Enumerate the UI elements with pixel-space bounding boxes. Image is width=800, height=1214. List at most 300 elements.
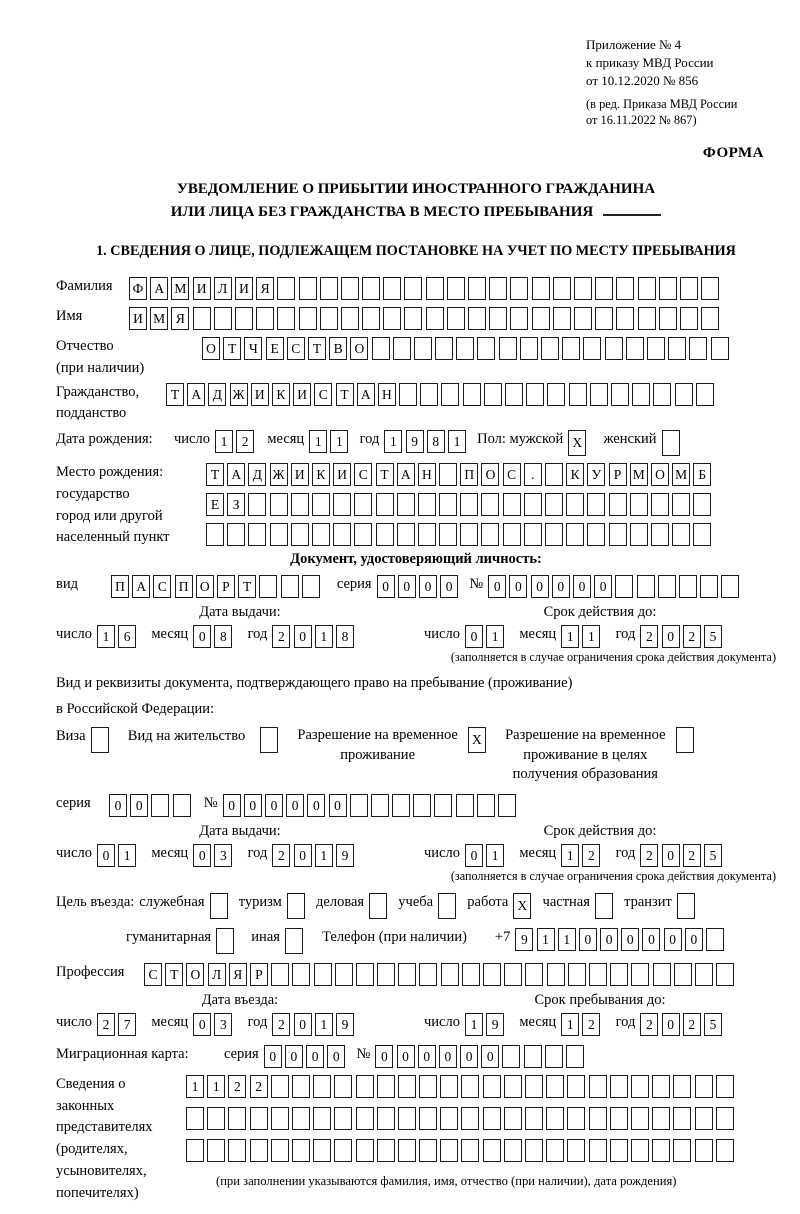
profession-cell[interactable]: С (144, 963, 162, 986)
birthplace-cell[interactable]: С (354, 463, 372, 486)
permit-series-cell[interactable] (151, 794, 169, 817)
surname-cell[interactable]: Ф (129, 277, 147, 300)
permit-issue-month-cell[interactable]: 3 (214, 844, 232, 867)
doc-type-cell[interactable] (259, 575, 277, 598)
doc-number-cell[interactable] (721, 575, 739, 598)
birthplace-cell[interactable] (333, 493, 351, 516)
residence-permit-checkbox[interactable] (260, 727, 278, 753)
birthplace-cell[interactable] (566, 523, 584, 546)
permit-issue-year-cell[interactable]: 0 (294, 844, 312, 867)
birthplace-cell[interactable] (503, 493, 521, 516)
citizenship-cell[interactable] (653, 383, 671, 406)
given-name-cell[interactable] (299, 307, 317, 330)
given-name-cell[interactable] (574, 307, 592, 330)
given-name-cell[interactable] (404, 307, 422, 330)
given-name-cell[interactable] (638, 307, 656, 330)
patronymic-cell[interactable]: С (287, 337, 305, 360)
entry-year-cell[interactable]: 9 (336, 1013, 354, 1036)
representatives-cell[interactable] (250, 1107, 268, 1130)
representatives-cell[interactable] (334, 1139, 352, 1162)
phone-cell[interactable]: 0 (664, 928, 682, 951)
representatives-cell[interactable] (356, 1107, 374, 1130)
phone-cell[interactable]: 0 (685, 928, 703, 951)
given-name-cell[interactable] (256, 307, 274, 330)
migration-number-cell[interactable]: 0 (460, 1045, 478, 1068)
permit-number-cell[interactable]: 0 (286, 794, 304, 817)
doc-exp-month-cell[interactable]: 1 (561, 625, 579, 648)
representatives-cell[interactable] (271, 1139, 289, 1162)
doc-exp-year-cell[interactable]: 2 (683, 625, 701, 648)
surname-cell[interactable] (362, 277, 380, 300)
birthplace-cell[interactable] (460, 493, 478, 516)
permit-exp-year-cell[interactable]: 0 (662, 844, 680, 867)
representatives-cell[interactable] (652, 1139, 670, 1162)
surname-cell[interactable] (404, 277, 422, 300)
permit-series-cell[interactable] (173, 794, 191, 817)
surname-cell[interactable] (680, 277, 698, 300)
representatives-cell[interactable] (483, 1075, 501, 1098)
representatives-cell[interactable] (377, 1075, 395, 1098)
birthplace-cell[interactable] (397, 493, 415, 516)
permit-issue-day-cell[interactable]: 0 (97, 844, 115, 867)
stay-year-cell[interactable]: 2 (640, 1013, 658, 1036)
representatives-cell[interactable] (567, 1107, 585, 1130)
representatives-cell[interactable] (313, 1139, 331, 1162)
permit-number-cell[interactable]: 0 (307, 794, 325, 817)
purpose-private-checkbox[interactable] (595, 893, 613, 919)
representatives-cell[interactable] (652, 1075, 670, 1098)
doc-type-cell[interactable]: П (111, 575, 129, 598)
permit-number-cell[interactable] (456, 794, 474, 817)
birthplace-cell[interactable]: Ж (270, 463, 288, 486)
given-name-cell[interactable] (659, 307, 677, 330)
permit-number-cell[interactable]: 0 (244, 794, 262, 817)
representatives-cell[interactable] (631, 1107, 649, 1130)
birthplace-cell[interactable] (418, 523, 436, 546)
citizenship-cell[interactable]: К (272, 383, 290, 406)
permit-exp-month-cell[interactable]: 1 (561, 844, 579, 867)
permit-exp-day-cell[interactable]: 0 (465, 844, 483, 867)
temp-residence-checkbox[interactable]: X (468, 727, 486, 753)
permit-series-cell[interactable]: 0 (109, 794, 127, 817)
permit-number-cell[interactable]: 0 (223, 794, 241, 817)
stay-year-cell[interactable]: 5 (704, 1013, 722, 1036)
representatives-cell[interactable] (610, 1139, 628, 1162)
profession-cell[interactable]: Р (250, 963, 268, 986)
representatives-cell[interactable] (504, 1139, 522, 1162)
profession-cell[interactable] (695, 963, 713, 986)
patronymic-cell[interactable] (711, 337, 729, 360)
surname-cell[interactable]: Л (214, 277, 232, 300)
entry-year-cell[interactable]: 1 (315, 1013, 333, 1036)
patronymic-cell[interactable] (499, 337, 517, 360)
permit-issue-year-cell[interactable]: 1 (315, 844, 333, 867)
doc-issue-year-cell[interactable]: 8 (336, 625, 354, 648)
representatives-cell[interactable] (546, 1075, 564, 1098)
citizenship-cell[interactable]: И (293, 383, 311, 406)
birth-year-cell[interactable]: 9 (406, 430, 424, 453)
doc-exp-day-cell[interactable]: 1 (486, 625, 504, 648)
patronymic-cell[interactable] (605, 337, 623, 360)
representatives-cell[interactable] (419, 1107, 437, 1130)
representatives-cell[interactable] (673, 1139, 691, 1162)
representatives-cell[interactable]: 2 (250, 1075, 268, 1098)
birthplace-cell[interactable] (587, 523, 605, 546)
representatives-cell[interactable] (504, 1075, 522, 1098)
profession-cell[interactable] (292, 963, 310, 986)
doc-number-cell[interactable] (658, 575, 676, 598)
doc-issue-year-cell[interactable]: 1 (315, 625, 333, 648)
representatives-cell[interactable] (419, 1075, 437, 1098)
surname-cell[interactable] (616, 277, 634, 300)
citizenship-cell[interactable] (484, 383, 502, 406)
profession-cell[interactable] (398, 963, 416, 986)
permit-series-cell[interactable]: 0 (130, 794, 148, 817)
migration-number-cell[interactable] (545, 1045, 563, 1068)
representatives-cell[interactable]: 1 (186, 1075, 204, 1098)
birthplace-cell[interactable] (312, 523, 330, 546)
citizenship-cell[interactable] (569, 383, 587, 406)
doc-issue-year-cell[interactable]: 2 (272, 625, 290, 648)
surname-cell[interactable] (532, 277, 550, 300)
birthplace-cell[interactable] (291, 523, 309, 546)
doc-type-cell[interactable]: Р (217, 575, 235, 598)
given-name-cell[interactable]: Я (171, 307, 189, 330)
citizenship-cell[interactable] (696, 383, 714, 406)
representatives-cell[interactable] (228, 1107, 246, 1130)
birthplace-cell[interactable] (524, 523, 542, 546)
stay-month-cell[interactable]: 1 (561, 1013, 579, 1036)
representatives-cell[interactable] (461, 1107, 479, 1130)
citizenship-cell[interactable] (399, 383, 417, 406)
birth-month-cell[interactable]: 1 (330, 430, 348, 453)
surname-cell[interactable] (659, 277, 677, 300)
birthplace-cell[interactable]: М (630, 463, 648, 486)
birthplace-cell[interactable] (248, 493, 266, 516)
given-name-cell[interactable]: М (150, 307, 168, 330)
patronymic-cell[interactable]: Т (223, 337, 241, 360)
surname-cell[interactable] (468, 277, 486, 300)
profession-cell[interactable] (631, 963, 649, 986)
birthplace-cell[interactable]: И (291, 463, 309, 486)
permit-issue-day-cell[interactable]: 1 (118, 844, 136, 867)
given-name-cell[interactable] (510, 307, 528, 330)
profession-cell[interactable] (441, 963, 459, 986)
birthplace-cell[interactable] (630, 493, 648, 516)
doc-number-cell[interactable]: 0 (552, 575, 570, 598)
surname-cell[interactable] (320, 277, 338, 300)
sex-male-checkbox[interactable]: X (568, 430, 586, 456)
representatives-cell[interactable] (398, 1075, 416, 1098)
given-name-cell[interactable] (426, 307, 444, 330)
birthplace-cell[interactable]: П (460, 463, 478, 486)
representatives-cell[interactable] (292, 1107, 310, 1130)
birthplace-cell[interactable]: У (587, 463, 605, 486)
profession-cell[interactable] (314, 963, 332, 986)
representatives-cell[interactable] (313, 1075, 331, 1098)
permit-exp-year-cell[interactable]: 2 (640, 844, 658, 867)
surname-cell[interactable] (510, 277, 528, 300)
birthplace-cell[interactable] (376, 523, 394, 546)
representatives-cell[interactable] (567, 1139, 585, 1162)
patronymic-cell[interactable] (477, 337, 495, 360)
birthplace-cell[interactable]: И (333, 463, 351, 486)
representatives-cell[interactable] (610, 1107, 628, 1130)
birthplace-cell[interactable] (227, 523, 245, 546)
patronymic-cell[interactable] (562, 337, 580, 360)
birth-month-cell[interactable]: 1 (309, 430, 327, 453)
profession-cell[interactable] (525, 963, 543, 986)
patronymic-cell[interactable] (435, 337, 453, 360)
representatives-cell[interactable] (440, 1075, 458, 1098)
given-name-cell[interactable] (383, 307, 401, 330)
birthplace-cell[interactable]: Б (693, 463, 711, 486)
given-name-cell[interactable] (193, 307, 211, 330)
purpose-business-checkbox[interactable] (369, 893, 387, 919)
profession-cell[interactable]: Л (208, 963, 226, 986)
permit-issue-year-cell[interactable]: 2 (272, 844, 290, 867)
doc-series-cell[interactable]: 0 (440, 575, 458, 598)
profession-cell[interactable] (568, 963, 586, 986)
stay-month-cell[interactable]: 2 (582, 1013, 600, 1036)
birthplace-cell[interactable]: М (672, 463, 690, 486)
representatives-cell[interactable] (483, 1139, 501, 1162)
phone-cell[interactable]: 0 (600, 928, 618, 951)
representatives-cell[interactable] (589, 1139, 607, 1162)
entry-year-cell[interactable]: 0 (294, 1013, 312, 1036)
birthplace-cell[interactable]: К (566, 463, 584, 486)
permit-number-cell[interactable] (413, 794, 431, 817)
citizenship-cell[interactable] (547, 383, 565, 406)
profession-cell[interactable]: Я (229, 963, 247, 986)
birthplace-cell[interactable]: О (481, 463, 499, 486)
permit-exp-month-cell[interactable]: 2 (582, 844, 600, 867)
purpose-official-checkbox[interactable] (210, 893, 228, 919)
doc-number-cell[interactable] (615, 575, 633, 598)
representatives-cell[interactable] (695, 1075, 713, 1098)
migration-series-cell[interactable]: 0 (306, 1045, 324, 1068)
birth-year-cell[interactable]: 1 (448, 430, 466, 453)
birthplace-cell[interactable] (481, 493, 499, 516)
permit-issue-year-cell[interactable]: 9 (336, 844, 354, 867)
permit-number-cell[interactable]: 0 (265, 794, 283, 817)
birth-year-cell[interactable]: 8 (427, 430, 445, 453)
doc-number-cell[interactable] (679, 575, 697, 598)
migration-number-cell[interactable]: 0 (375, 1045, 393, 1068)
representatives-cell[interactable] (546, 1139, 564, 1162)
birthplace-cell[interactable]: Т (376, 463, 394, 486)
permit-number-cell[interactable]: 0 (329, 794, 347, 817)
given-name-cell[interactable] (214, 307, 232, 330)
permit-number-cell[interactable] (371, 794, 389, 817)
citizenship-cell[interactable]: А (187, 383, 205, 406)
migration-series-cell[interactable]: 0 (327, 1045, 345, 1068)
doc-type-cell[interactable] (302, 575, 320, 598)
doc-exp-month-cell[interactable]: 1 (582, 625, 600, 648)
surname-cell[interactable]: Я (256, 277, 274, 300)
birthplace-cell[interactable]: Е (206, 493, 224, 516)
representatives-cell[interactable] (292, 1075, 310, 1098)
given-name-cell[interactable] (532, 307, 550, 330)
profession-cell[interactable] (547, 963, 565, 986)
birthplace-cell[interactable] (651, 493, 669, 516)
birthplace-cell[interactable]: . (524, 463, 542, 486)
birthplace-cell[interactable] (545, 463, 563, 486)
birthplace-cell[interactable]: С (503, 463, 521, 486)
birthplace-cell[interactable] (693, 493, 711, 516)
citizenship-cell[interactable]: С (314, 383, 332, 406)
given-name-cell[interactable] (447, 307, 465, 330)
purpose-tourism-checkbox[interactable] (287, 893, 305, 919)
representatives-cell[interactable] (589, 1107, 607, 1130)
citizenship-cell[interactable] (505, 383, 523, 406)
patronymic-cell[interactable] (647, 337, 665, 360)
surname-cell[interactable] (383, 277, 401, 300)
doc-type-cell[interactable]: Т (238, 575, 256, 598)
stay-day-cell[interactable]: 1 (465, 1013, 483, 1036)
phone-cell[interactable]: 9 (515, 928, 533, 951)
profession-cell[interactable] (462, 963, 480, 986)
visa-checkbox[interactable] (91, 727, 109, 753)
patronymic-cell[interactable]: Ч (244, 337, 262, 360)
patronymic-cell[interactable] (372, 337, 390, 360)
representatives-cell[interactable] (313, 1107, 331, 1130)
phone-cell[interactable]: 0 (621, 928, 639, 951)
birthplace-cell[interactable] (609, 523, 627, 546)
representatives-cell[interactable] (695, 1139, 713, 1162)
profession-cell[interactable]: Т (165, 963, 183, 986)
given-name-cell[interactable] (341, 307, 359, 330)
birthplace-cell[interactable]: А (227, 463, 245, 486)
stay-year-cell[interactable]: 2 (683, 1013, 701, 1036)
representatives-cell[interactable] (546, 1107, 564, 1130)
representatives-cell[interactable] (673, 1107, 691, 1130)
birthplace-cell[interactable] (376, 493, 394, 516)
profession-cell[interactable] (271, 963, 289, 986)
migration-series-cell[interactable]: 0 (264, 1045, 282, 1068)
permit-exp-year-cell[interactable]: 2 (683, 844, 701, 867)
birthplace-cell[interactable] (312, 493, 330, 516)
permit-issue-month-cell[interactable]: 0 (193, 844, 211, 867)
citizenship-cell[interactable]: Т (166, 383, 184, 406)
doc-issue-year-cell[interactable]: 0 (294, 625, 312, 648)
doc-exp-day-cell[interactable]: 0 (465, 625, 483, 648)
patronymic-cell[interactable]: Т (308, 337, 326, 360)
citizenship-cell[interactable]: А (357, 383, 375, 406)
patronymic-cell[interactable]: О (350, 337, 368, 360)
citizenship-cell[interactable] (441, 383, 459, 406)
migration-series-cell[interactable]: 0 (285, 1045, 303, 1068)
citizenship-cell[interactable]: Ж (230, 383, 248, 406)
representatives-cell[interactable] (271, 1107, 289, 1130)
doc-type-cell[interactable]: О (196, 575, 214, 598)
citizenship-cell[interactable] (590, 383, 608, 406)
patronymic-cell[interactable] (541, 337, 559, 360)
representatives-cell[interactable] (673, 1075, 691, 1098)
birthplace-cell[interactable]: Д (248, 463, 266, 486)
given-name-cell[interactable] (277, 307, 295, 330)
permit-exp-day-cell[interactable]: 1 (486, 844, 504, 867)
patronymic-cell[interactable] (393, 337, 411, 360)
representatives-cell[interactable] (356, 1075, 374, 1098)
birthplace-cell[interactable] (439, 493, 457, 516)
birthplace-cell[interactable]: Р (609, 463, 627, 486)
birthplace-cell[interactable] (397, 523, 415, 546)
migration-number-cell[interactable] (502, 1045, 520, 1068)
given-name-cell[interactable] (680, 307, 698, 330)
patronymic-cell[interactable] (414, 337, 432, 360)
profession-cell[interactable] (653, 963, 671, 986)
entry-day-cell[interactable]: 2 (97, 1013, 115, 1036)
representatives-cell[interactable] (440, 1107, 458, 1130)
representatives-cell[interactable] (567, 1075, 585, 1098)
birthplace-cell[interactable]: Н (418, 463, 436, 486)
citizenship-cell[interactable] (463, 383, 481, 406)
doc-number-cell[interactable] (637, 575, 655, 598)
representatives-cell[interactable] (695, 1107, 713, 1130)
surname-cell[interactable] (638, 277, 656, 300)
representatives-cell[interactable] (652, 1107, 670, 1130)
profession-cell[interactable] (483, 963, 501, 986)
phone-cell[interactable]: 0 (579, 928, 597, 951)
given-name-cell[interactable] (320, 307, 338, 330)
given-name-cell[interactable] (701, 307, 719, 330)
surname-cell[interactable] (447, 277, 465, 300)
birthplace-cell[interactable] (418, 493, 436, 516)
sex-female-checkbox[interactable] (662, 430, 680, 456)
birthplace-cell[interactable] (587, 493, 605, 516)
doc-type-cell[interactable]: А (132, 575, 150, 598)
surname-cell[interactable]: И (193, 277, 211, 300)
citizenship-cell[interactable] (420, 383, 438, 406)
doc-number-cell[interactable]: 0 (573, 575, 591, 598)
representatives-cell[interactable] (716, 1075, 734, 1098)
entry-day-cell[interactable]: 7 (118, 1013, 136, 1036)
representatives-cell[interactable] (716, 1107, 734, 1130)
representatives-cell[interactable] (440, 1139, 458, 1162)
surname-cell[interactable] (595, 277, 613, 300)
representatives-cell[interactable] (525, 1139, 543, 1162)
surname-cell[interactable] (701, 277, 719, 300)
citizenship-cell[interactable] (632, 383, 650, 406)
representatives-cell[interactable] (292, 1139, 310, 1162)
birthplace-cell[interactable] (566, 493, 584, 516)
citizenship-cell[interactable]: Д (208, 383, 226, 406)
representatives-cell[interactable] (525, 1075, 543, 1098)
birthplace-cell[interactable] (439, 463, 457, 486)
permit-number-cell[interactable] (477, 794, 495, 817)
patronymic-cell[interactable] (583, 337, 601, 360)
birthplace-cell[interactable] (270, 523, 288, 546)
doc-series-cell[interactable]: 0 (398, 575, 416, 598)
permit-number-cell[interactable] (392, 794, 410, 817)
profession-cell[interactable] (419, 963, 437, 986)
profession-cell[interactable]: О (186, 963, 204, 986)
birthplace-cell[interactable] (545, 523, 563, 546)
given-name-cell[interactable] (489, 307, 507, 330)
birth-year-cell[interactable]: 1 (384, 430, 402, 453)
birthplace-cell[interactable] (248, 523, 266, 546)
migration-number-cell[interactable]: 0 (418, 1045, 436, 1068)
patronymic-cell[interactable] (456, 337, 474, 360)
birthplace-cell[interactable] (651, 523, 669, 546)
profession-cell[interactable] (377, 963, 395, 986)
surname-cell[interactable] (574, 277, 592, 300)
birthplace-cell[interactable]: З (227, 493, 245, 516)
entry-year-cell[interactable]: 2 (272, 1013, 290, 1036)
migration-number-cell[interactable]: 0 (439, 1045, 457, 1068)
birthplace-cell[interactable] (291, 493, 309, 516)
